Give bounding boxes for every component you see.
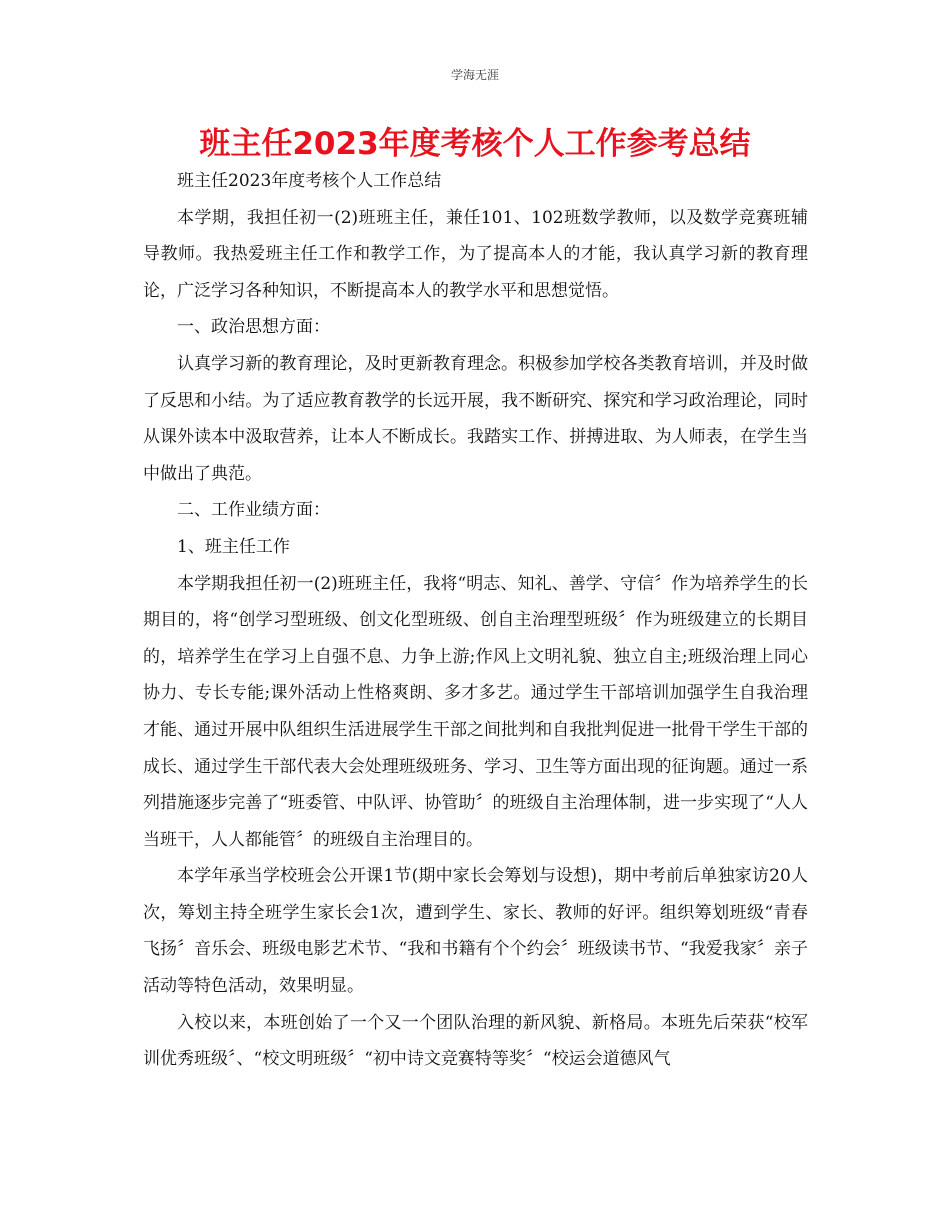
subsection-heading: 1、班主任工作 xyxy=(177,536,290,557)
document-title: 班主任2023年度考核个人工作参考总结 xyxy=(199,126,751,162)
body-paragraph: 本学期，我担任初一(2)班班主任，兼任101、102班数学教师，以及数学竞赛班辅导教师。我热爱班主任工作和教学工作，为了提高本人的才能，我认真学习新的教育理论，广泛学习各种知识，不断提高本人的教学水平和思想觉悟。 xyxy=(143,207,808,301)
section-heading: 一、政治思想方面： xyxy=(177,317,330,338)
header-note: 学海无涯 xyxy=(450,68,499,82)
body-paragraph: 本学年承当学校班会公开课1节(期中家长会筹划与设想)，期中考前后单独家访20人次，筹划主持全班学生家长会1次，遭到学生、家长、教师的好评。组织筹划班级“青春飞扬〞音乐会、班级电影艺术节、“我和书籍有个个约会〞班级读书节、“我爱我家〞亲子活动等特色活动，效果明显。 xyxy=(143,866,808,997)
body-paragraph: 入校以来，本班创始了一个又一个团队治理的新风貌、新格局。本班先后荣获“校军训优秀班级〞、“校文明班级〞“初中诗文竞赛特等奖〞“校运会道德风气 xyxy=(143,1012,808,1070)
body-paragraph: 认真学习新的教育理论，及时更新教育理念。积极参加学校各类教育培训，并及时做了反思和小结。为了适应教育教学的长远开展，我不断研究、探究和学习政治理论，同时从课外读本中汲取营养，让本人不断成长。我踏实工作、拼搏进取、为人师表，在学生当中做出了典范。 xyxy=(143,353,808,484)
section-heading: 二、工作业绩方面： xyxy=(177,500,330,521)
subtitle-paragraph: 班主任2023年度考核个人工作总结 xyxy=(177,171,442,191)
document-body xyxy=(143,163,808,1078)
body-paragraph: 本学期我担任初一(2)班班主任，我将“明志、知礼、善学、守信〞作为培养学生的长期目的，将“创学习型班级、创文化型班级、创自主治理型班级〞作为班级建立的长期目的，培养学生在学习上自强不息、力争上游;作风上文明礼貌、独立自主;班级治理上同心协力、专长专能;课外活动上性格爽朗、多才多艺。通过学生干部培训加强学生自我治理才能、通过开展中队组织生活进展学生干部之间批判和自我批判促进一批骨干学生干部的成长、通过学生干部代表大会处理班级班务、学习、卫生等方面出现的征询题。通过一系列措施逐步完善了“班委管、中队评、协管助〞的班级自主治理体制，进一步实现了“人人当班干，人人都能管〞的班级自主治理目的。 xyxy=(143,573,808,850)
